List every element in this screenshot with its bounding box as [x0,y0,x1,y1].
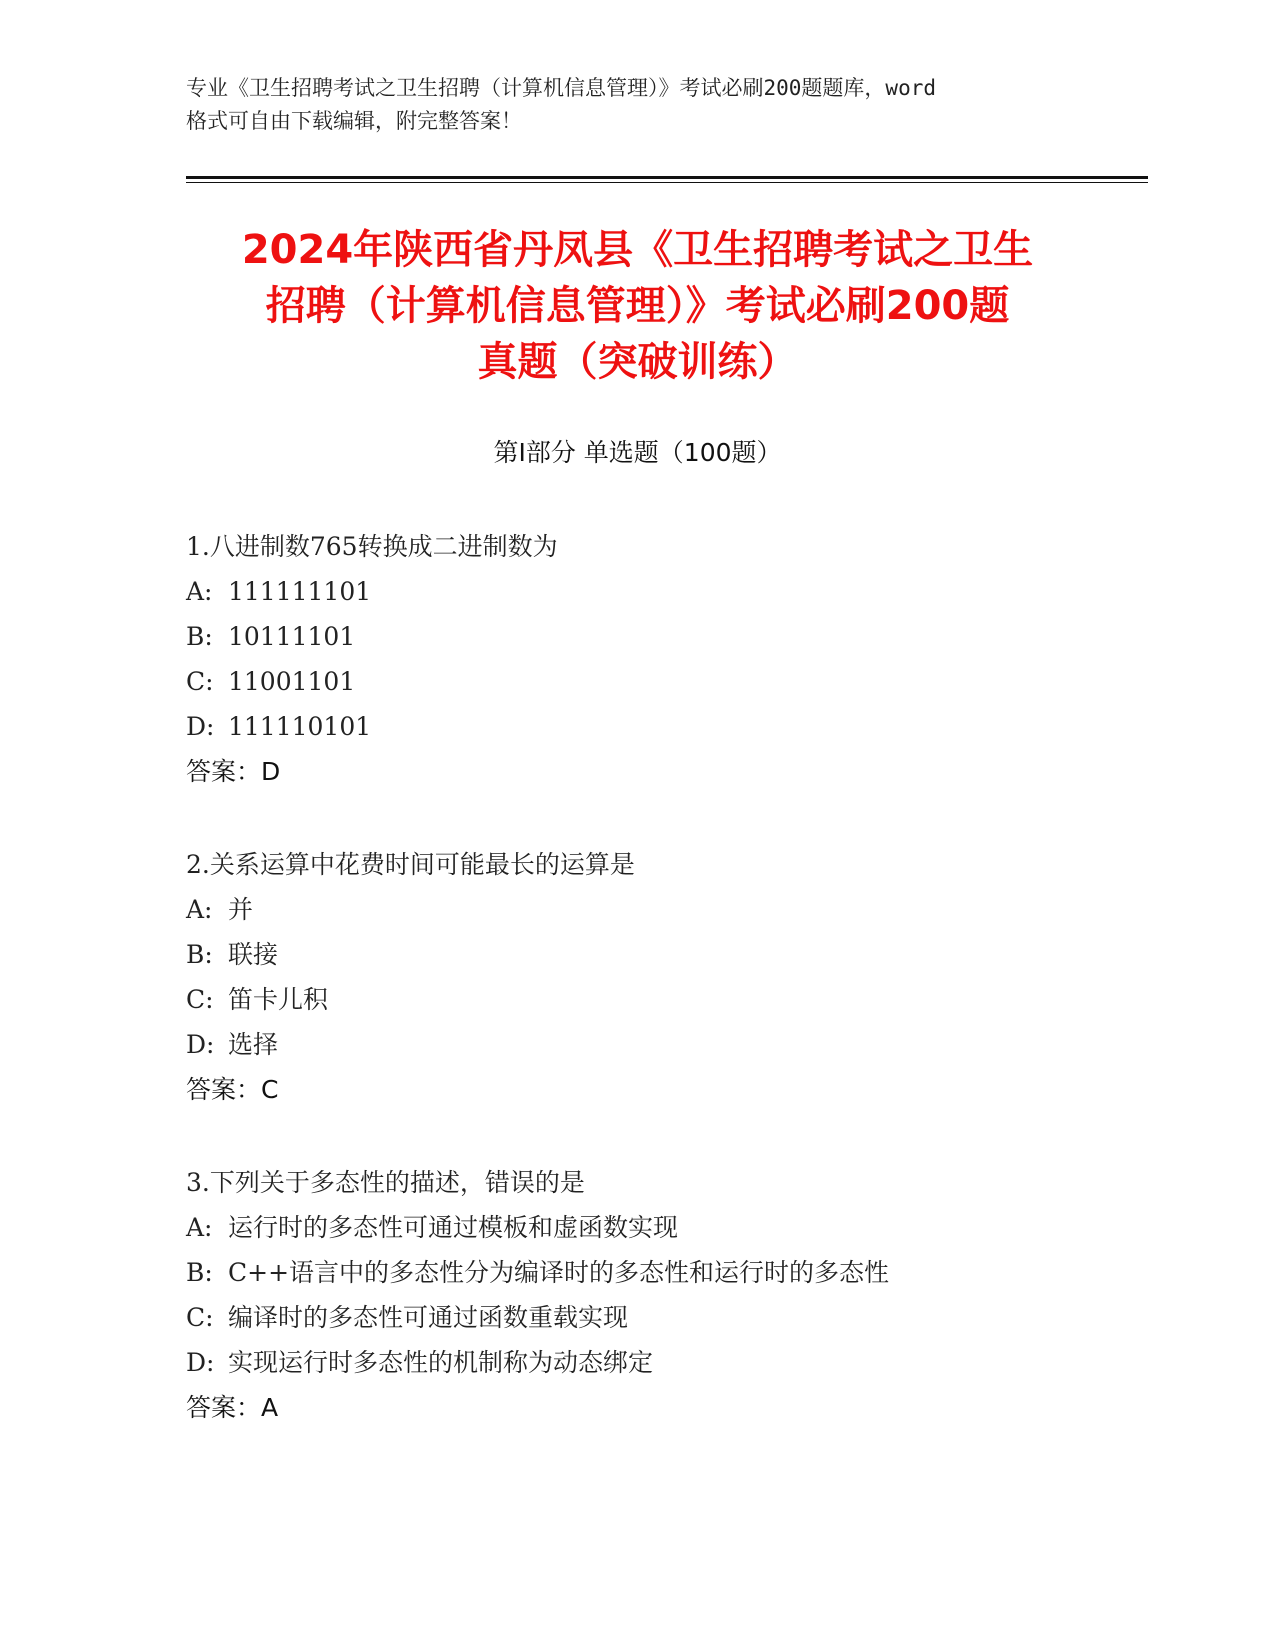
option-d [186,1340,1166,1385]
header-note-line-1: 专业《卫生招聘考试之卫生招聘（计算机信息管理）》考试必刷200题题库，word [186,76,936,100]
option-text: 联接 [228,940,279,969]
header-note-line-2: 格式可自由下载编辑，附完整答案！ [186,109,522,133]
title-line-1: 2024年陕西省丹凤县《卫生招聘考试之卫生 [241,227,1034,273]
question-2 [186,842,1166,1112]
option-text: 111111101 [228,577,372,606]
option-letter: B: [186,940,213,969]
answer-line: 答案：A [186,1393,279,1422]
option-b [186,614,1166,659]
header-note [186,72,1086,138]
option-text: 10111101 [228,622,356,651]
section-heading: 第Ⅰ部分 单选题（100题） [493,438,782,467]
option-letter: C: [186,1303,214,1332]
answer-line: 答案：D [186,757,281,786]
option-a [186,569,1166,614]
title-line-3: 真题（突破训练） [477,339,798,385]
header-rule-thin [186,182,1148,183]
option-letter: D: [186,712,215,741]
option-letter: A: [186,895,213,924]
option-b [186,932,1166,977]
option-a [186,1205,1166,1250]
header-rule-thick [186,176,1148,179]
option-text: 选择 [228,1030,279,1059]
question-stem: 2.关系运算中花费时间可能最长的运算是 [186,850,635,879]
option-text: 11001101 [228,667,356,696]
option-letter: B: [186,1258,213,1287]
option-d [186,704,1166,749]
option-letter: C: [186,667,214,696]
question-1 [186,524,1166,794]
option-a [186,887,1166,932]
question-stem: 3.下列关于多态性的描述，错误的是 [186,1168,585,1197]
answer-line: 答案：C [186,1075,279,1104]
option-text: 笛卡儿积 [228,985,329,1014]
title-line-2: 招聘（计算机信息管理）》考试必刷200题 [265,283,1010,329]
option-b [186,1250,1166,1295]
option-text: 并 [228,895,254,924]
option-c [186,977,1166,1022]
option-text: 编译时的多态性可通过函数重载实现 [228,1303,629,1332]
option-letter: A: [186,1213,213,1242]
option-d [186,1022,1166,1067]
option-letter: D: [186,1030,215,1059]
option-letter: D: [186,1348,215,1377]
question-stem: 1.八进制数765转换成二进制数为 [186,532,558,561]
option-c [186,1295,1166,1340]
document-title [150,222,1125,390]
question-3 [186,1160,1166,1430]
option-letter: C: [186,985,214,1014]
option-letter: A: [186,577,213,606]
option-text: 运行时的多态性可通过模板和虚函数实现 [228,1213,679,1242]
option-text: 实现运行时多态性的机制称为动态绑定 [228,1348,654,1377]
option-c [186,659,1166,704]
option-letter: B: [186,622,213,651]
option-text: 111110101 [228,712,372,741]
option-text: C++语言中的多态性分为编译时的多态性和运行时的多态性 [228,1258,890,1287]
